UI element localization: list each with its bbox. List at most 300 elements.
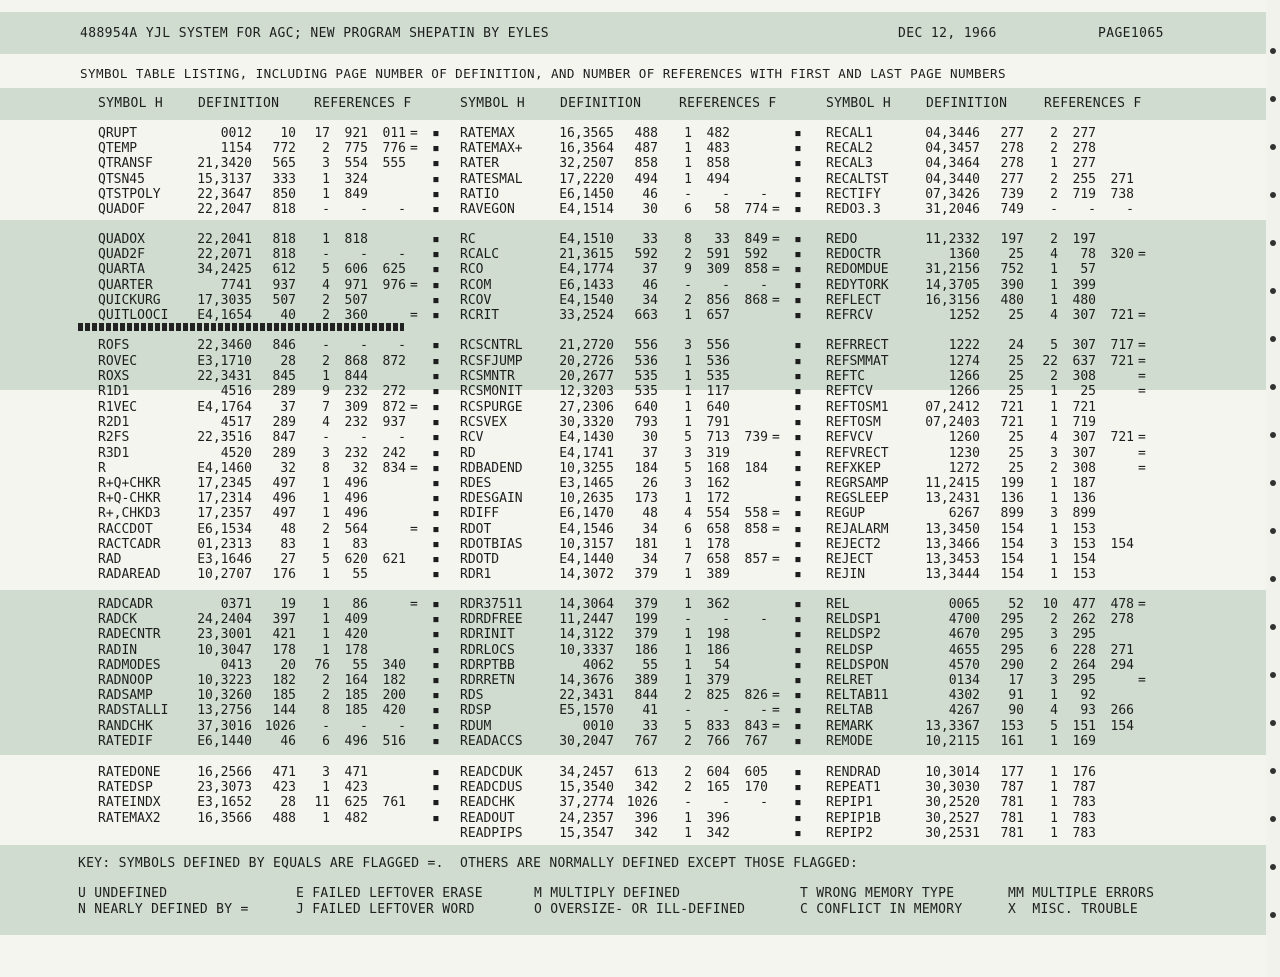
cell-def-page: 721 xyxy=(1000,400,1024,415)
cell-ref-count: 8 xyxy=(322,703,330,719)
cell-first-page: 319 xyxy=(706,445,730,461)
cell-first-page: - xyxy=(722,795,730,811)
cell-flag: = xyxy=(410,126,418,141)
cell-first-page: 471 xyxy=(344,765,368,780)
cell-def-page: 487 xyxy=(634,141,658,157)
cell-def-page: 25 xyxy=(1008,308,1024,323)
cell-ref-count: 1 xyxy=(322,567,330,583)
cell-first-page: 554 xyxy=(706,506,730,522)
column-separator-mark: ▪ xyxy=(794,703,802,719)
cell-definition: 30,3030 xyxy=(925,780,980,796)
cell-definition: 30,2520 xyxy=(925,795,980,811)
column-separator-mark: ▪ xyxy=(794,536,802,552)
cell-ref-count: 9 xyxy=(322,384,330,399)
feed-hole xyxy=(1270,624,1276,630)
cell-symbol: ROXS xyxy=(98,368,130,384)
cell-symbol: QRUPT xyxy=(98,126,138,141)
cell-first-page: 262 xyxy=(1072,612,1096,628)
cell-first-page: 620 xyxy=(344,552,368,567)
cell-symbol: RDES xyxy=(460,476,492,491)
cell-def-page: 46 xyxy=(642,186,658,202)
cell-first-page: 719 xyxy=(1072,186,1096,202)
cell-def-page: 48 xyxy=(280,521,296,537)
cell-symbol: REFTOSM xyxy=(826,415,881,431)
column-separator-mark: ▪ xyxy=(432,368,440,384)
cell-def-page: 90 xyxy=(1008,703,1024,719)
cell-def-page: 421 xyxy=(272,627,296,643)
cell-last-page: 857 xyxy=(744,552,768,567)
cell-symbol: READCDUS xyxy=(460,780,523,796)
column-separator-mark: ▪ xyxy=(794,400,802,415)
cell-def-page: 37 xyxy=(642,262,658,278)
cell-definition: E4,1460 xyxy=(197,460,252,476)
cell-last-page: 834 xyxy=(382,460,406,476)
cell-def-page: 295 xyxy=(1000,612,1024,628)
cell-last-page: 320 xyxy=(1110,247,1134,263)
cell-def-page: 25 xyxy=(1008,430,1024,446)
cell-definition: 16,3566 xyxy=(197,810,252,826)
cell-ref-count: 3 xyxy=(1050,536,1058,552)
cell-flag: = xyxy=(772,430,780,446)
cell-def-page: 845 xyxy=(272,368,296,384)
cell-ref-count: 10 xyxy=(1042,597,1058,612)
cell-ref-count: 5 xyxy=(1050,718,1058,734)
cell-definition: 11,2332 xyxy=(925,232,980,247)
column-separator-mark: ▪ xyxy=(432,673,440,688)
cell-flag: = xyxy=(772,262,780,278)
cell-symbol: REFXKEP xyxy=(826,460,881,476)
column-separator-mark: ▪ xyxy=(432,703,440,719)
feed-hole xyxy=(1270,288,1276,294)
cell-flag: = xyxy=(1138,430,1146,446)
cell-def-page: 154 xyxy=(1000,521,1024,537)
cell-symbol: R2FS xyxy=(98,430,130,446)
key-oversize: O OVERSIZE- OR ILL-DEFINED xyxy=(534,902,746,917)
feed-hole xyxy=(1270,816,1276,822)
cell-ref-count: 5 xyxy=(1050,338,1058,354)
cell-definition: 10,3223 xyxy=(197,673,252,688)
cell-def-page: 186 xyxy=(634,642,658,658)
cell-symbol: RCO xyxy=(460,262,484,278)
cell-symbol: QUAD2F xyxy=(98,247,145,263)
cell-symbol: REDOCTR xyxy=(826,247,881,263)
cell-ref-count: - xyxy=(322,718,330,734)
cell-first-page: 54 xyxy=(714,657,730,673)
cell-ref-count: 3 xyxy=(684,445,692,461)
cell-definition: 17,2220 xyxy=(559,171,614,187)
cell-symbol: RECAL2 xyxy=(826,141,873,157)
cell-symbol: RECAL3 xyxy=(826,156,873,172)
cell-ref-count: 1 xyxy=(1050,521,1058,537)
cell-symbol: RATEDIF xyxy=(98,733,153,749)
cell-definition: 17,2314 xyxy=(197,491,252,507)
cell-first-page: 637 xyxy=(1072,353,1096,369)
cell-first-page: 389 xyxy=(706,567,730,583)
column-separator-mark: ▪ xyxy=(794,308,802,323)
cell-first-page: 858 xyxy=(706,156,730,172)
cell-flag: = xyxy=(1138,308,1146,323)
cell-def-page: 556 xyxy=(634,338,658,354)
cell-definition: 4267 xyxy=(948,703,980,719)
cell-last-page: - xyxy=(398,247,406,263)
cell-ref-count: 1 xyxy=(684,673,692,688)
cell-last-page: 937 xyxy=(382,415,406,431)
cell-ref-count: 2 xyxy=(1050,186,1058,202)
cell-first-page: 78 xyxy=(1080,247,1096,263)
cell-last-page: 739 xyxy=(744,430,768,446)
cell-first-page: 825 xyxy=(706,688,730,704)
cell-definition: 14,3122 xyxy=(559,627,614,643)
cell-ref-count: 2 xyxy=(1050,232,1058,247)
cell-definition: 07,3426 xyxy=(925,186,980,202)
column-separator-mark: ▪ xyxy=(432,476,440,491)
cell-def-page: 497 xyxy=(272,506,296,522)
cell-flag: = xyxy=(410,460,418,476)
column-separator-mark: ▪ xyxy=(794,688,802,704)
cell-ref-count: 3 xyxy=(684,476,692,491)
cell-definition: 4516 xyxy=(220,384,252,399)
cell-first-page: 117 xyxy=(706,384,730,399)
cell-last-page: - xyxy=(760,277,768,293)
references-header-1: REFERENCES F xyxy=(314,96,412,111)
cell-def-page: 34 xyxy=(642,552,658,567)
cell-definition: 21,2720 xyxy=(559,338,614,354)
cell-first-page: 58 xyxy=(714,202,730,217)
cell-def-page: 55 xyxy=(642,657,658,673)
cell-def-page: 379 xyxy=(634,597,658,612)
cell-ref-count: 2 xyxy=(322,308,330,323)
cell-ref-count: 17 xyxy=(314,126,330,141)
cell-def-page: 27 xyxy=(280,552,296,567)
cell-ref-count: 1 xyxy=(684,597,692,612)
cell-symbol: READOUT xyxy=(460,810,515,826)
cell-ref-count: 2 xyxy=(684,780,692,796)
cell-def-page: 52 xyxy=(1008,597,1024,612)
cell-flag: = xyxy=(410,597,418,612)
cell-symbol: ROFS xyxy=(98,338,130,354)
cell-first-page: 604 xyxy=(706,765,730,780)
cell-def-page: 818 xyxy=(272,247,296,263)
cell-definition: 17,2357 xyxy=(197,506,252,522)
cell-ref-count: - xyxy=(684,277,692,293)
cell-definition: 16,3564 xyxy=(559,141,614,157)
cell-first-page: 92 xyxy=(1080,688,1096,704)
cell-first-page: 25 xyxy=(1080,384,1096,399)
cell-ref-count: 6 xyxy=(684,521,692,537)
cell-first-page: 172 xyxy=(706,491,730,507)
cell-symbol: RECALTST xyxy=(826,171,889,187)
column-separator-mark: ▪ xyxy=(432,277,440,293)
cell-first-page: 480 xyxy=(1072,292,1096,308)
cell-definition: E3,1652 xyxy=(197,795,252,811)
cell-flag: = xyxy=(1138,460,1146,476)
cell-first-page: 507 xyxy=(344,292,368,308)
cell-symbol: R+,CHKD3 xyxy=(98,506,161,522)
cell-definition: 10,3255 xyxy=(559,460,614,476)
cell-symbol: REMARK xyxy=(826,718,873,734)
cell-ref-count: 1 xyxy=(1050,765,1058,780)
cell-symbol: RATESMAL xyxy=(460,171,523,187)
cell-def-page: 497 xyxy=(272,476,296,491)
cell-definition: 1360 xyxy=(948,247,980,263)
cell-ref-count: - xyxy=(322,430,330,446)
cell-first-page: 496 xyxy=(344,491,368,507)
cell-last-page: 976 xyxy=(382,277,406,293)
column-separator-mark: ▪ xyxy=(794,368,802,384)
cell-last-page: - xyxy=(398,338,406,354)
column-separator-mark: ▪ xyxy=(432,445,440,461)
cell-ref-count: 22 xyxy=(1042,353,1058,369)
cell-first-page: 818 xyxy=(344,232,368,247)
cell-last-page: 278 xyxy=(1110,612,1134,628)
cell-definition: 22,3516 xyxy=(197,430,252,446)
cell-def-page: 177 xyxy=(1000,765,1024,780)
cell-definition: 34,2425 xyxy=(197,262,252,278)
cell-def-page: 342 xyxy=(634,825,658,841)
listing-date: DEC 12, 1966 xyxy=(898,26,997,41)
feed-hole xyxy=(1270,192,1276,198)
cell-symbol: RELRET xyxy=(826,673,873,688)
cell-symbol: R xyxy=(98,460,106,476)
cell-def-page: 28 xyxy=(280,353,296,369)
references-header-2: REFERENCES F xyxy=(679,96,777,111)
cell-symbol: RDSP xyxy=(460,703,492,719)
cell-first-page: 164 xyxy=(344,673,368,688)
cell-definition: 31,2046 xyxy=(925,202,980,217)
cell-ref-count: 1 xyxy=(322,597,330,612)
cell-def-page: 91 xyxy=(1008,688,1024,704)
cell-ref-count: 1 xyxy=(1050,384,1058,399)
cell-ref-count: 1 xyxy=(1050,491,1058,507)
cell-first-page: 264 xyxy=(1072,657,1096,673)
column-separator-mark: ▪ xyxy=(794,733,802,749)
cell-ref-count: 1 xyxy=(322,491,330,507)
cell-last-page: 767 xyxy=(744,733,768,749)
cell-def-page: 20 xyxy=(280,657,296,673)
cell-symbol: RADSTALLI xyxy=(98,703,169,719)
cell-last-page: 625 xyxy=(382,262,406,278)
cell-ref-count: 1 xyxy=(1050,825,1058,841)
cell-definition: 1266 xyxy=(948,368,980,384)
cell-def-page: 199 xyxy=(634,612,658,628)
cell-last-page: - xyxy=(398,718,406,734)
cell-def-page: 34 xyxy=(642,521,658,537)
cell-ref-count: 4 xyxy=(1050,703,1058,719)
cell-symbol: REDO3.3 xyxy=(826,202,881,217)
cell-def-page: 33 xyxy=(642,232,658,247)
cell-def-page: 844 xyxy=(634,688,658,704)
cell-ref-count: 1 xyxy=(322,536,330,552)
cell-first-page: 783 xyxy=(1072,825,1096,841)
cell-definition: 7741 xyxy=(220,277,252,293)
column-separator-mark: ▪ xyxy=(794,627,802,643)
column-separator-mark: ▪ xyxy=(432,718,440,734)
cell-symbol: RDS xyxy=(460,688,484,704)
cell-def-page: 33 xyxy=(642,718,658,734)
dashed-separator-line xyxy=(78,323,404,331)
cell-def-page: 787 xyxy=(1000,780,1024,796)
cell-first-page: 496 xyxy=(344,506,368,522)
cell-definition: 4062 xyxy=(582,657,614,673)
cell-symbol: REPIP1 xyxy=(826,795,873,811)
cell-def-page: 613 xyxy=(634,765,658,780)
cell-first-page: 342 xyxy=(706,825,730,841)
cell-def-page: 423 xyxy=(272,780,296,796)
cell-last-page: 242 xyxy=(382,445,406,461)
cell-first-page: 136 xyxy=(1072,491,1096,507)
cell-first-page: 324 xyxy=(344,171,368,187)
cell-symbol: RATEDONE xyxy=(98,765,161,780)
cell-ref-count: 6 xyxy=(1050,642,1058,658)
cell-definition: 22,3460 xyxy=(197,338,252,354)
cell-definition: 1154 xyxy=(220,141,252,157)
references-header-3: REFERENCES F xyxy=(1044,96,1142,111)
cell-ref-count: - xyxy=(322,247,330,263)
cell-ref-count: 3 xyxy=(1050,506,1058,522)
column-separator-mark: ▪ xyxy=(432,171,440,187)
cell-ref-count: 1 xyxy=(322,642,330,658)
cell-def-page: 342 xyxy=(634,780,658,796)
cell-first-page: 496 xyxy=(344,733,368,749)
column-separator-mark: ▪ xyxy=(432,521,440,537)
cell-ref-count: 2 xyxy=(684,765,692,780)
cell-def-page: 278 xyxy=(1000,156,1024,172)
cell-last-page: 516 xyxy=(382,733,406,749)
cell-last-page: 858 xyxy=(744,262,768,278)
cell-first-page: 423 xyxy=(344,780,368,796)
cell-definition: 1272 xyxy=(948,460,980,476)
cell-ref-count: 2 xyxy=(1050,657,1058,673)
cell-symbol: RDRDFREE xyxy=(460,612,523,628)
cell-first-page: 625 xyxy=(344,795,368,811)
cell-def-page: 278 xyxy=(1000,141,1024,157)
cell-symbol: QUITLOOCI xyxy=(98,308,169,323)
cell-ref-count: 5 xyxy=(684,718,692,734)
cell-first-page: 187 xyxy=(1072,476,1096,491)
cell-def-page: 379 xyxy=(634,627,658,643)
cell-ref-count: 1 xyxy=(322,506,330,522)
cell-definition: 04,3464 xyxy=(925,156,980,172)
cell-def-page: 277 xyxy=(1000,171,1024,187)
cell-symbol: RCSCNTRL xyxy=(460,338,523,354)
column-separator-mark: ▪ xyxy=(794,657,802,673)
cell-ref-count: 2 xyxy=(322,292,330,308)
cell-symbol: RDOTD xyxy=(460,552,500,567)
cell-symbol: REMODE xyxy=(826,733,873,749)
cell-first-page: 176 xyxy=(1072,765,1096,780)
cell-flag: = xyxy=(1138,445,1146,461)
cell-symbol: QUADOF xyxy=(98,202,145,217)
feed-hole xyxy=(1270,240,1276,246)
cell-symbol: R+Q-CHKR xyxy=(98,491,161,507)
cell-definition: 10,3337 xyxy=(559,642,614,658)
cell-definition: 0134 xyxy=(948,673,980,688)
cell-definition: 22,3647 xyxy=(197,186,252,202)
cell-first-page: - xyxy=(360,202,368,217)
symbol-header-2: SYMBOL H xyxy=(460,96,526,111)
cell-definition: 24,2404 xyxy=(197,612,252,628)
cell-symbol: RANDCHK xyxy=(98,718,153,734)
column-separator-mark: ▪ xyxy=(432,612,440,628)
cell-symbol: REFRCV xyxy=(826,308,873,323)
cell-definition: 10,3014 xyxy=(925,765,980,780)
cell-symbol: RADAREAD xyxy=(98,567,161,583)
cell-def-page: 739 xyxy=(1000,186,1024,202)
cell-last-page: 558 xyxy=(744,506,768,522)
cell-def-page: 40 xyxy=(280,308,296,323)
cell-symbol: READPIPS xyxy=(460,825,523,841)
cell-ref-count: 5 xyxy=(322,552,330,567)
cell-ref-count: 1 xyxy=(322,780,330,796)
cell-def-page: 37 xyxy=(642,445,658,461)
cell-definition: 1222 xyxy=(948,338,980,354)
cell-last-page: 266 xyxy=(1110,703,1134,719)
cell-symbol: RADIN xyxy=(98,642,138,658)
cell-last-page: 858 xyxy=(744,521,768,537)
cell-def-page: 19 xyxy=(280,597,296,612)
cell-symbol: RECAL1 xyxy=(826,126,873,141)
cell-symbol: QUADOX xyxy=(98,232,145,247)
cell-ref-count: 1 xyxy=(1050,415,1058,431)
definition-header-1: DEFINITION xyxy=(198,96,280,111)
cell-def-page: 663 xyxy=(634,308,658,323)
cell-ref-count: 1 xyxy=(322,612,330,628)
column-separator-mark: ▪ xyxy=(432,415,440,431)
cell-flag: = xyxy=(772,688,780,704)
cell-first-page: 32 xyxy=(352,460,368,476)
cell-last-page: 621 xyxy=(382,552,406,567)
cell-definition: 31,2156 xyxy=(925,262,980,278)
cell-definition: E4,1546 xyxy=(559,521,614,537)
symbol-header-3: SYMBOL H xyxy=(826,96,892,111)
cell-first-page: 153 xyxy=(1072,567,1096,583)
cell-def-page: 199 xyxy=(1000,476,1024,491)
cell-definition: 0065 xyxy=(948,597,980,612)
cell-def-page: 781 xyxy=(1000,810,1024,826)
cell-definition: 10,2635 xyxy=(559,491,614,507)
cell-ref-count: 11 xyxy=(314,795,330,811)
cell-definition: 0010 xyxy=(582,718,614,734)
cell-symbol: RATIO xyxy=(460,186,500,202)
cell-last-page: 340 xyxy=(382,657,406,673)
cell-symbol: RADNOOP xyxy=(98,673,153,688)
cell-definition: 0012 xyxy=(220,126,252,141)
cell-def-page: 507 xyxy=(272,292,296,308)
column-separator-mark: ▪ xyxy=(432,186,440,202)
cell-symbol: RAD xyxy=(98,552,122,567)
cell-symbol: RDRLOCS xyxy=(460,642,515,658)
cell-def-page: 136 xyxy=(1000,491,1024,507)
column-separator-mark: ▪ xyxy=(432,597,440,612)
cell-ref-count: 1 xyxy=(684,491,692,507)
cell-def-page: 25 xyxy=(1008,368,1024,384)
cell-first-page: 228 xyxy=(1072,642,1096,658)
cell-ref-count: 1 xyxy=(322,476,330,491)
cell-first-page: 83 xyxy=(352,536,368,552)
cell-ref-count: 2 xyxy=(1050,171,1058,187)
cell-symbol: RCSPURGE xyxy=(460,400,523,415)
cell-last-page: - xyxy=(760,612,768,628)
cell-flag: = xyxy=(772,232,780,247)
cell-definition: 20,2677 xyxy=(559,368,614,384)
cell-first-page: 658 xyxy=(706,521,730,537)
cell-symbol: RELDSPON xyxy=(826,657,889,673)
column-separator-mark: ▪ xyxy=(794,445,802,461)
cell-symbol: R2D1 xyxy=(98,415,130,431)
column-separator-mark: ▪ xyxy=(794,338,802,354)
cell-ref-count: 1 xyxy=(1050,292,1058,308)
column-separator-mark: ▪ xyxy=(794,718,802,734)
